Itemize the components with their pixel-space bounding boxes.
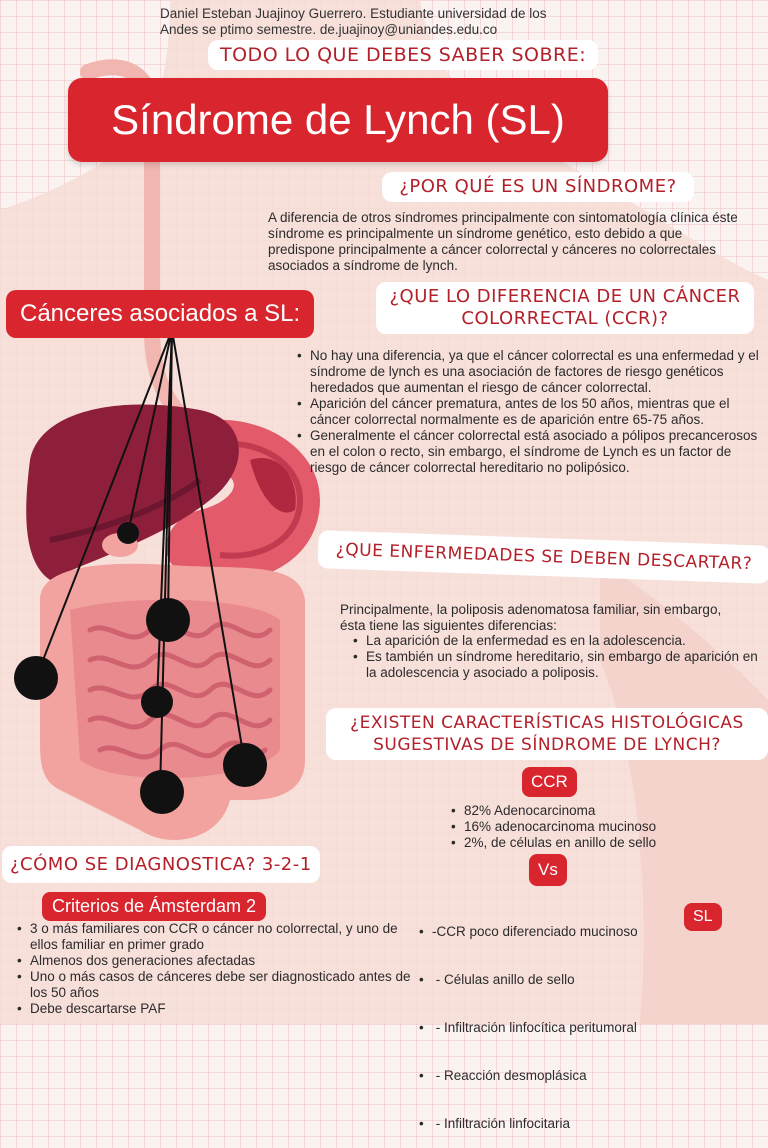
list-item: • Es también un síndrome hereditario, sin embargo de aparición en la adolescencia y asociado a poliposis. (366, 649, 766, 681)
author-line-1: Daniel Esteban Juajinoy Guerrero. Estudiante universidad de los (160, 6, 547, 21)
sl-list (416, 892, 702, 1148)
rule-out-intro: Principalmente, la poliposis adenomatosa familiar, sin embargo, ésta tiene las siguientes diferencias: (340, 602, 722, 633)
difference-heading-line-1: ¿QUE LO DIFERENCIA DE UN CÁNCER (389, 286, 741, 307)
ccr-list (444, 803, 764, 851)
list-item: • - Células anillo de sello (432, 972, 702, 988)
amsterdam-criteria-label: Criterios de Ámsterdam 2 (42, 892, 266, 921)
list-item: • 2%, de células en anillo de sello (464, 835, 764, 851)
list-item: • - Infiltración linfocitaria (432, 1116, 702, 1132)
list-item: • La aparición de la enfermedad es en la adolescencia. (366, 633, 766, 649)
list-item: • -CCR poco diferenciado mucinoso (432, 924, 702, 940)
list-item: • No hay una diferencia, ya que el cáncer colorrectal es una enfermedad y el síndrome de lynch es una asociación de factores de riesgo genéticos heredados que aumentan el riesgo de cáncer colorrectal. (310, 348, 768, 396)
poster-title: Síndrome de Lynch (SL) (68, 78, 608, 162)
list-item: • Generalmente el cáncer colorrectal está asociado a pólipos precancerosos en el colon o recto, sin embargo, el síndrome de Lynch es un factor de riesgo de cáncer colorrectal hereditario no polipósico. (310, 428, 768, 476)
vs-badge: Vs (529, 854, 567, 886)
why-heading (382, 172, 694, 202)
rule-out-heading-text: ¿QUE ENFERMEDADES SE DEBEN DESCARTAR? (335, 539, 753, 575)
histology-heading-line-1: ¿EXISTEN CARACTERÍSTICAS HISTOLÓGICAS (350, 713, 744, 733)
list-item: • 3 o más familiares con CCR o cáncer no colorrectal, y uno de ellos familiar en primer grado (30, 921, 425, 953)
list-item: • - Reacción desmoplásica (432, 1068, 702, 1084)
difference-heading-line-2: COLORRECTAL (CCR)? (461, 308, 669, 329)
list-item: • Almenos dos generaciones afectadas (30, 953, 425, 969)
histology-heading-line-2: SUGESTIVAS DE SÍNDROME DE LYNCH? (373, 735, 721, 755)
why-text: A diferencia de otros síndromes principalmente con sintomatología clínica éste síndrome es principalmente un síndrome genético, esto debido a que predispone principalmente a cáncer colorrectal y cánceres no colorrectales asociados a síndrome de lynch. (268, 210, 738, 273)
list-item: • 82% Adenocarcinoma (464, 803, 764, 819)
list-item: • Aparición del cáncer prematura, antes de los 50 años, mientras que el cáncer colorrectal normalmente es de aparición entre 65-75 años. (310, 396, 768, 428)
cancers-label: Cánceres asociados a SL: (6, 290, 314, 338)
list-item: • 16% adenocarcinoma mucinoso (464, 819, 764, 835)
histology-heading (326, 708, 768, 760)
rule-out-list (346, 633, 766, 681)
list-item: • Debe descartarse PAF (30, 1001, 425, 1017)
why-heading-text: ¿POR QUÉ ES UN SÍNDROME? (399, 176, 677, 197)
difference-heading (376, 282, 754, 334)
list-item: • - Infiltración linfocítica peritumoral (432, 1020, 702, 1036)
difference-list (290, 348, 768, 476)
diagnosis-list (10, 921, 425, 1017)
sl-badge: SL (684, 903, 722, 931)
poster-subtitle: TODO LO QUE DEBES SABER SOBRE: (208, 40, 598, 70)
author-line-2: Andes se ptimo semestre. de.juajinoy@uniandes.edu.co (160, 22, 498, 37)
list-item: • Uno o más casos de cánceres debe ser diagnosticado antes de los 50 años (30, 969, 425, 1001)
diagnosis-heading: ¿CÓMO SE DIAGNOSTICA? 3-2-1 (2, 846, 320, 883)
author-credit (160, 6, 630, 38)
ccr-badge: CCR (522, 767, 577, 797)
